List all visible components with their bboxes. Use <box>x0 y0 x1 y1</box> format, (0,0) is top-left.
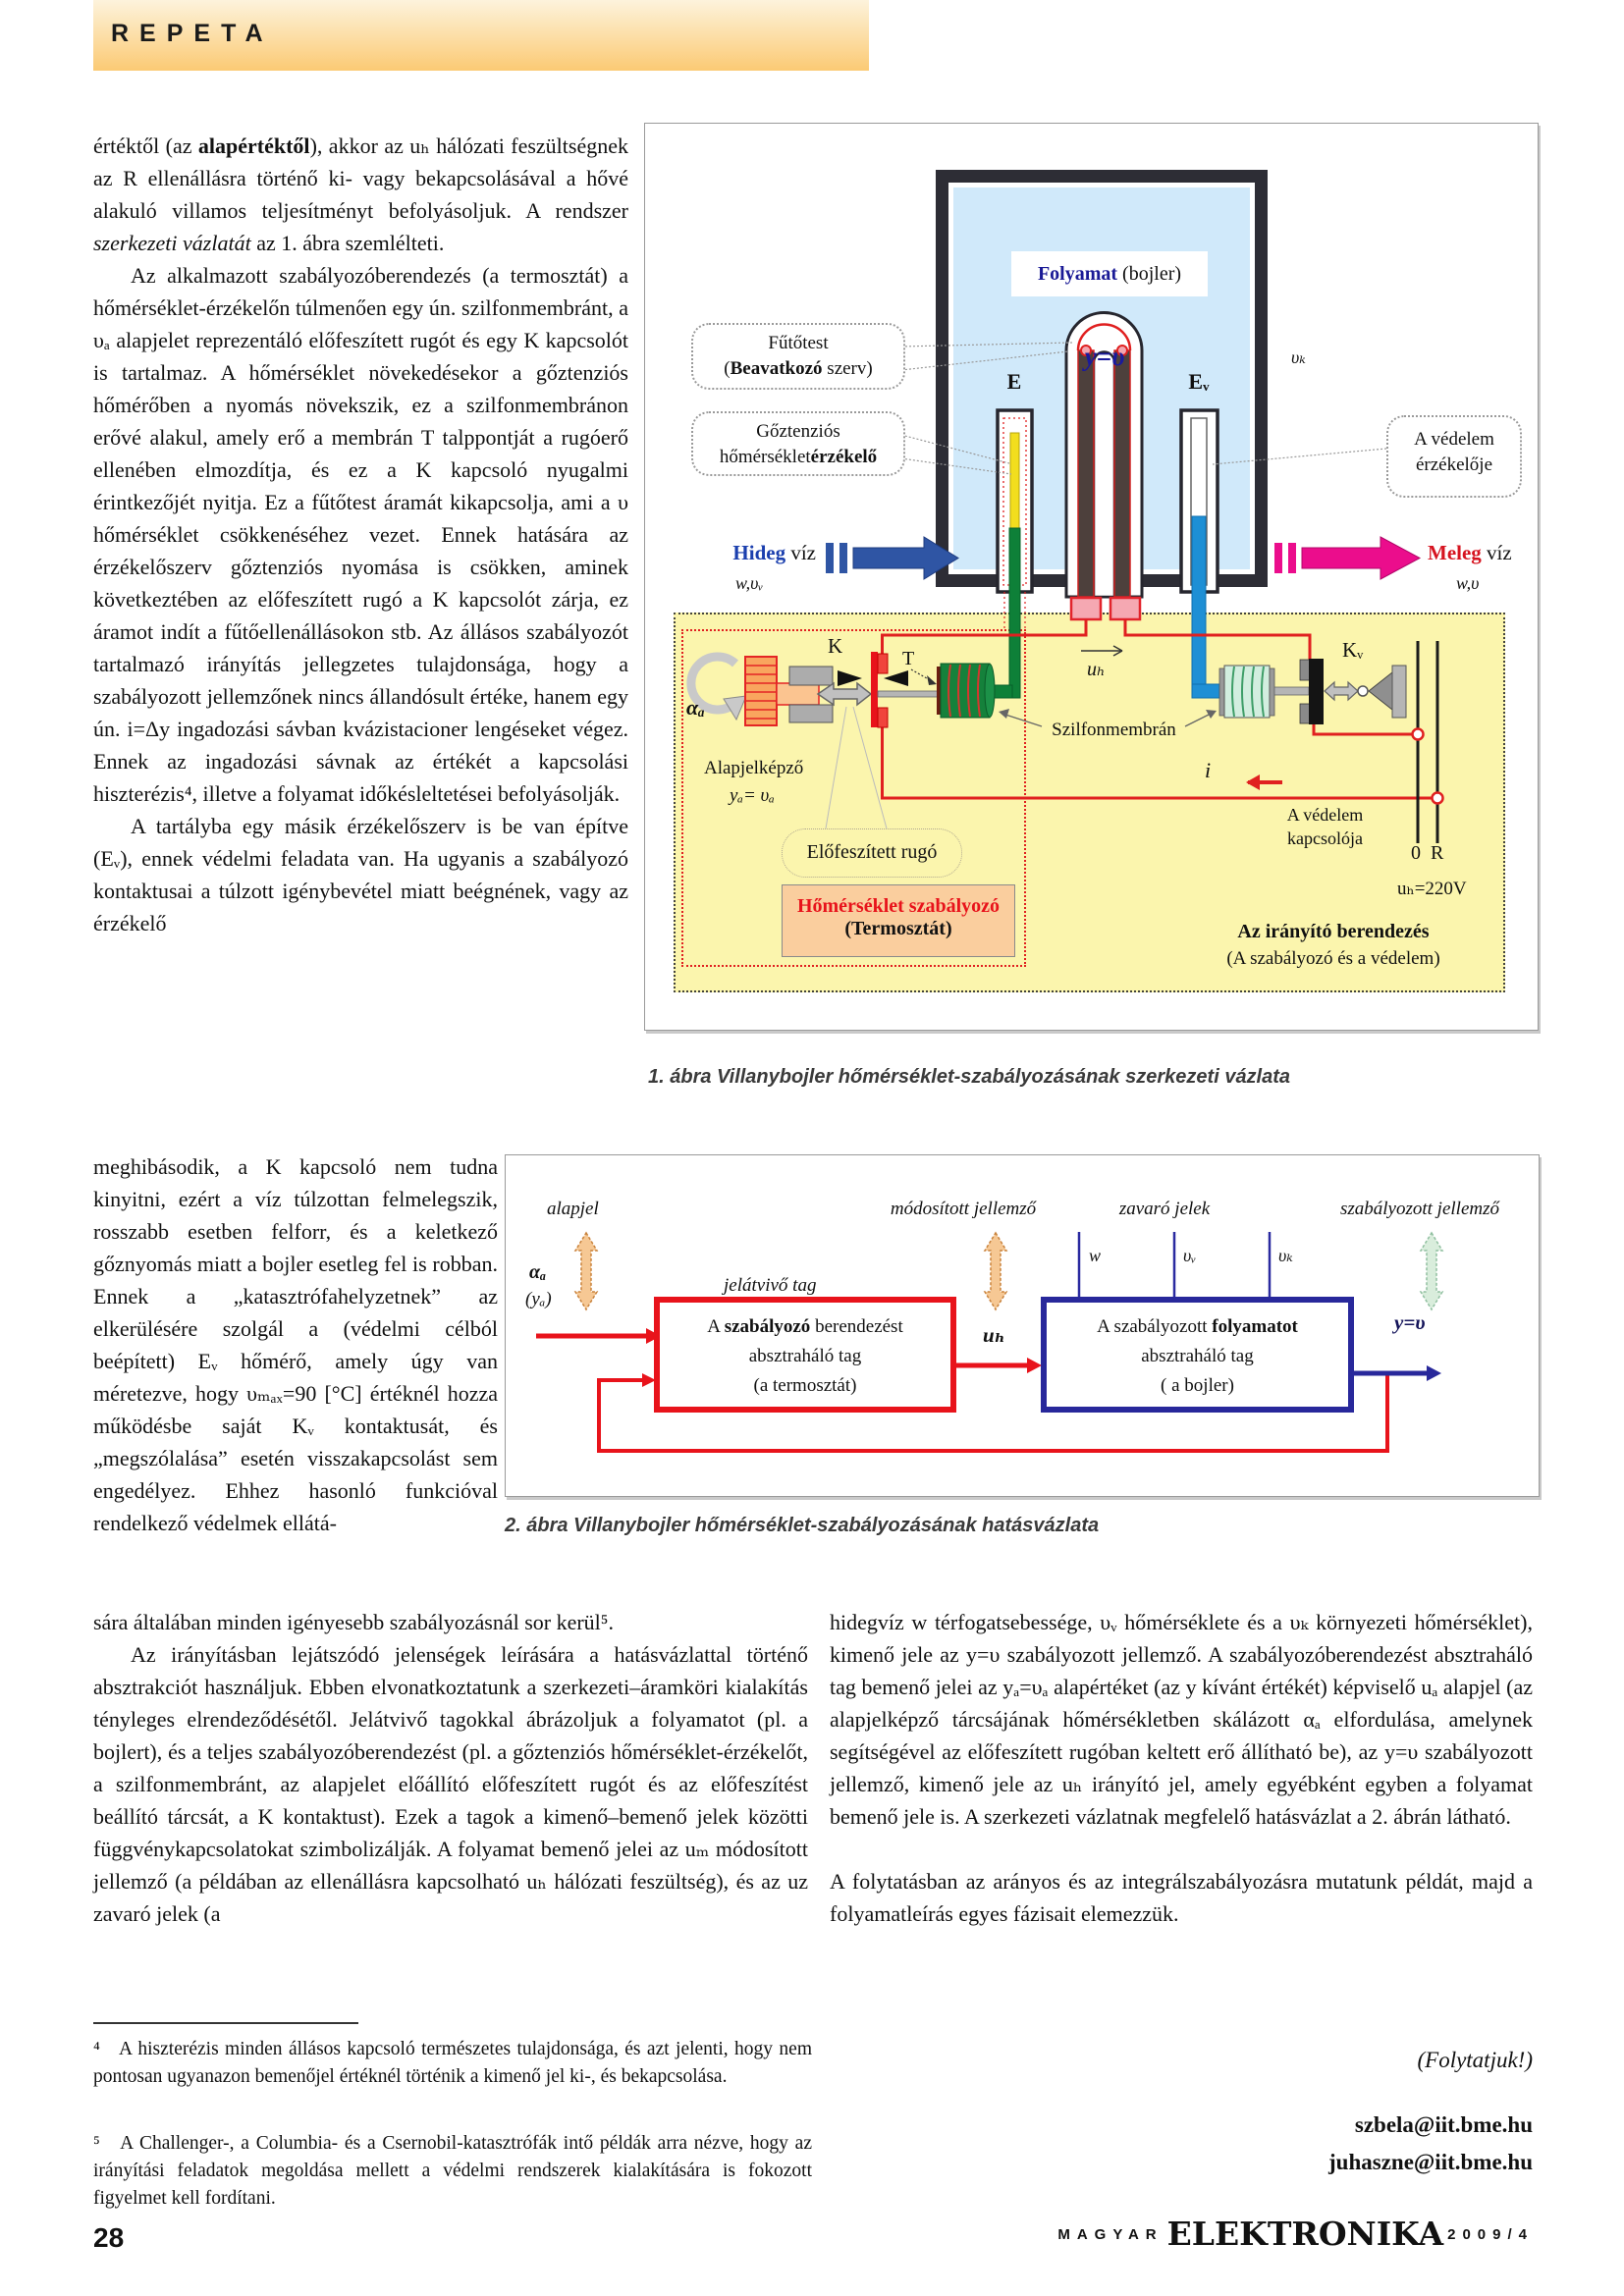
heater-terminal-right <box>1110 598 1140 619</box>
cold-water-symbols: w,υᵥ <box>735 573 764 593</box>
to-be-continued: (Folytatjuk!) <box>1417 2048 1533 2072</box>
controller-title: Az irányító berendezés <box>1237 921 1430 942</box>
controlled-variable-label-2: szabályozott jellemző <box>1339 1199 1500 1219</box>
process-label: Folyamat (bojler) <box>1011 251 1208 296</box>
magazine-footer <box>835 2215 1534 2253</box>
cold-water-label: Hideg víz <box>732 541 816 564</box>
sensor-e-label: E <box>1006 369 1022 394</box>
paragraph-5: hidegvíz w térfogatsebessége, υᵥ hőmérséklete és a υₖ környezeti hőmérséklet), kimenő jele az y=υ szabályozott jellemző. A szabályozóberendezést absztraháló tag bemenő jelei az yₐ=υₐ alapértéket (az y kívánt értékét) képviselő uₐ alapjel (az alapjelképző tárcsájának hőmérsékletben skálázott αₐ elfordulása, amelynek segítségével az előfeszített rugóban keltett erő állítható be), az y=υ szabályozott jellemző, kimenő jele az uₕ irányító jel, amely egyébként egyben a folyamat bemenő jele is. A szerkezeti vázlatnak megfelelő hatásvázlat a 2. ábrán látható. <box>830 1610 1533 1829</box>
email-2: juhaszne@iit.bme.hu <box>1328 2150 1533 2174</box>
author-emails <box>830 2107 1533 2181</box>
modified-variable-label: módosított jellemző <box>890 1199 1037 1219</box>
transfer-member-label: jelátvivő tag <box>724 1275 817 1296</box>
thermostat-subtitle: (Termosztát) <box>844 918 952 939</box>
regulator-bellows <box>937 664 995 718</box>
sensor-capillary <box>1010 433 1019 528</box>
bellows-label: Szilfonmembrán <box>1052 720 1176 740</box>
brand-issue: 2009/4 <box>1447 2226 1534 2243</box>
figure-2 <box>505 1154 1540 1497</box>
heater-terminal-left <box>1071 598 1101 619</box>
w-label: w <box>1089 1246 1102 1265</box>
sensor-callout: Gőztenziós hőmérsékletérzékelő <box>691 411 905 476</box>
paragraph-3c: sára általában minden igényesebb szabályozásnál sor kerül⁵. <box>93 1610 614 1634</box>
column-narrow <box>93 1150 498 1539</box>
sensor-ev-label: Eᵥ <box>1188 369 1210 394</box>
column-bottom-left <box>93 1606 808 1930</box>
protection-bellows <box>1219 666 1274 718</box>
protection-callout: A védelem érzékelője <box>1386 415 1522 498</box>
green-pipe <box>1009 528 1020 698</box>
figure-1-caption: 1. ábra Villanybojler hőmérséklet-szabályozásának szerkezeti vázlata <box>648 1066 1291 1088</box>
warm-water-label: Meleg víz <box>1428 541 1512 564</box>
thermostat-title: Hőmérséklet szabályozó <box>796 895 1001 917</box>
figure-1 <box>644 123 1539 1031</box>
process-block: A szabályozott folyamatot absztraháló tag ( a bojler) <box>1041 1297 1354 1413</box>
paragraph-2: Az alkalmazott szabályozóberendezés (a termosztát) a hőmérséklet-érzékelőn túlmenően egy ún. szilfonmembránt, a υₐ alapjelet reprezentáló előfeszített rugót és egy K kapcsolót is tartalmaz. A hőmérséklet növekedésekor a gőztenziós hőmérőben a nyomás növekszik, ez a szilfonmembránon erővé alakul, amely erő a membrán T talppontját a rugóerő ellenében elmozdítja, és ez a K kapcsoló nyugalmi érintkezőjét nyitja. Ez a fűtőtest áramát kikapcsolja, ami a υ hőmérséklet csökkenéséhez vezet. Ennek hatására az érzékelőszerv gőztenziós nyomása is csökken, aminek következtében az előfeszített rugó a K kapcsolót zárja, ez áramot indít a fűtőellenállásokon stb. Az állásos szabályozót tartalmazó irányítás jellegzetes tulajdonsága, hogy a szabályozott jellemzőnek nincs állandósult értéke, hanem egy ún. i=Δy ingadozási sávban kvázistacioner lengéseket végez. Ennek az ingadozási sávnak az értékét a kapcsolási hiszterézis⁴, illetve a folyamat időkésleltetései befolyásolják. <box>93 263 628 806</box>
paragraph-1: értéktől (az alapértéktől), akkor az uₕ hálózati feszültségnek az R ellenállásra történő ki- vagy bekapcsolásával a hővé alakuló villamos teljesítményt befolyásoljuk. A rendszer szerkezeti vázlatát az 1. ábra szemlélteti. <box>93 133 628 255</box>
ambient-temp-label: υₖ <box>1291 347 1306 367</box>
figure-2-caption: 2. ábra Villanybojler hőmérséklet-szabályozásának hatásvázlata <box>505 1515 1100 1536</box>
paragraph-6: A folytatásban az arányos és az integrálszabályozásra mutatunk példát, majd a folyamatleírás egyes fázisait elemezzük. <box>830 1869 1533 1926</box>
setpoint-dial <box>691 657 833 725</box>
mains-voltage-label: uₕ=220V <box>1397 879 1467 899</box>
paragraph-3a: A tartályba egy másik érzékelőszerv is be van építve (Eᵥ), ennek védelmi feladata van. Ha ugyanis a szabályozó kontaktusai a túlzott igénybevétel miatt beégnének, vagy az érzékelő <box>93 814 628 935</box>
column-bottom-right <box>830 1606 1533 1930</box>
controller-subtitle: (A szabályozó és a védelem) <box>1226 948 1440 969</box>
email-1: szbela@iit.bme.hu <box>1354 2112 1533 2137</box>
kv-switch <box>1300 659 1406 724</box>
warm-water-symbols: w,υ <box>1456 573 1480 593</box>
column-top-left <box>93 130 628 939</box>
vv-label: υᵥ <box>1183 1246 1197 1265</box>
warm-water-arrow <box>1274 537 1420 579</box>
protection-switch-label: A védelem kapcsolója <box>1286 805 1364 848</box>
setpoint-generator-label: Alapjelképző <box>704 758 804 778</box>
dial-angle-label: αₐ <box>686 695 705 720</box>
paragraph-3b: meghibásodik, a K kapcsoló nem tudna kinyitni, ezért a víz túlzottan felmelegszik, rosszabb esetben felforr, és a keletkező gőznyomás miatt a bojler esetleg fel is robban. Ennek a „katasztrófahelyzetnek” az elkerülésére szolgál a (védelmi célból beépített) Eᵥ hőmérő, amely úgy van méretezve, hogy υₘₐₓ=90 [°C] értéknél hozza működésbe saját Kᵥ kontaktusát, és „megszólalása” esetén visszakapcsolást sem engedélyez. Ehhez hasonló funkcióval rendelkező védelmek ellátá- <box>93 1154 498 1535</box>
current-label: i <box>1205 758 1212 782</box>
heater-callout: Fűtőtest (Beavatkozó szerv) <box>691 323 905 390</box>
page-number: 28 <box>93 2222 125 2253</box>
alpha-label: αₐ <box>529 1261 547 1283</box>
disturbance-arrows <box>1079 1232 1270 1301</box>
paragraph-4: Az irányításban lejátszódó jelenségek leírására a hatásvázlattal történő absztrakciót használjuk. Ebben elvonatkoztatunk a szerkezeti–áramköri kialakítás tényleges elrendeződésétől. Jelátvivő tagokkal ábrázoljuk a folyamatot (pl. a bojlert), és a teljes szabályozóberendezést (pl. a gőztenziós hőmérséklet-érzékelőt, a szilfonmembránt, az alapjelet előállító előfeszített rugót és az előfeszítést beállító tárcsát, a K kontaktust). Ezek a tagok a kimenő–bemenő jelek közötti függvénykapcsolatokat szimbolizálják. A folyamat bemenő jelei az uₘ módosított jellemző (a példában az ellenállásra kapcsolható uₕ hálózati feszültség), és az uz zavaró jelek (a <box>93 1642 808 1926</box>
blue-pipe <box>1192 516 1206 693</box>
controlled-variable-label: y=υ <box>1084 342 1125 371</box>
brand-logo: ELEKTRONIKA <box>1166 2215 1444 2253</box>
uh-signal-label: uₕ <box>983 1323 1005 1347</box>
reference-signal-label: alapjel <box>547 1199 599 1219</box>
kv-label: Kᵥ <box>1342 638 1364 662</box>
spring-callout: Előfeszített rugó <box>782 828 962 878</box>
header-band <box>93 0 869 71</box>
footnote-4: ⁴ A hiszterézis minden állásos kapcsoló természetes tulajdonsága, és azt jelenti, hogy nem pontosan ugyanazon bemenőjel értéknél történik a kimenő jel ki-, és bekapcsolása. <box>93 2039 812 2087</box>
vk-label: υₖ <box>1278 1246 1293 1265</box>
footnote-5: ⁵ A Challenger-, a Columbia- és a Csernobil-katasztrófák intő példák arra nézve, hogy az irányítási feladatok megoldása mellett a védelmi rendszerek kialakítására is fokozott figyelmet kell fordítani. <box>93 2133 812 2209</box>
brand-prefix: MAGYAR <box>1057 2226 1164 2243</box>
controller-block: A szabályozó berendezést absztraháló tag (a termosztát) <box>654 1297 956 1413</box>
setpoint-eq-label: yₐ= υₐ <box>730 785 775 806</box>
uh-arrow <box>1081 646 1122 656</box>
output-signal-label: y=υ <box>1394 1310 1426 1334</box>
t-label: T <box>902 648 915 669</box>
spring-arrow <box>818 683 871 705</box>
rail0-label: 0 <box>1411 842 1421 864</box>
k-label: K <box>828 634 843 658</box>
footnote-rule <box>93 2022 358 2024</box>
uh-label: uₕ <box>1087 659 1106 680</box>
section-tag: REPETA <box>111 20 274 47</box>
disturbance-label: zavaró jelek <box>1118 1199 1211 1219</box>
railr-label: R <box>1431 842 1444 864</box>
ya-label: (yₐ) <box>525 1289 552 1309</box>
